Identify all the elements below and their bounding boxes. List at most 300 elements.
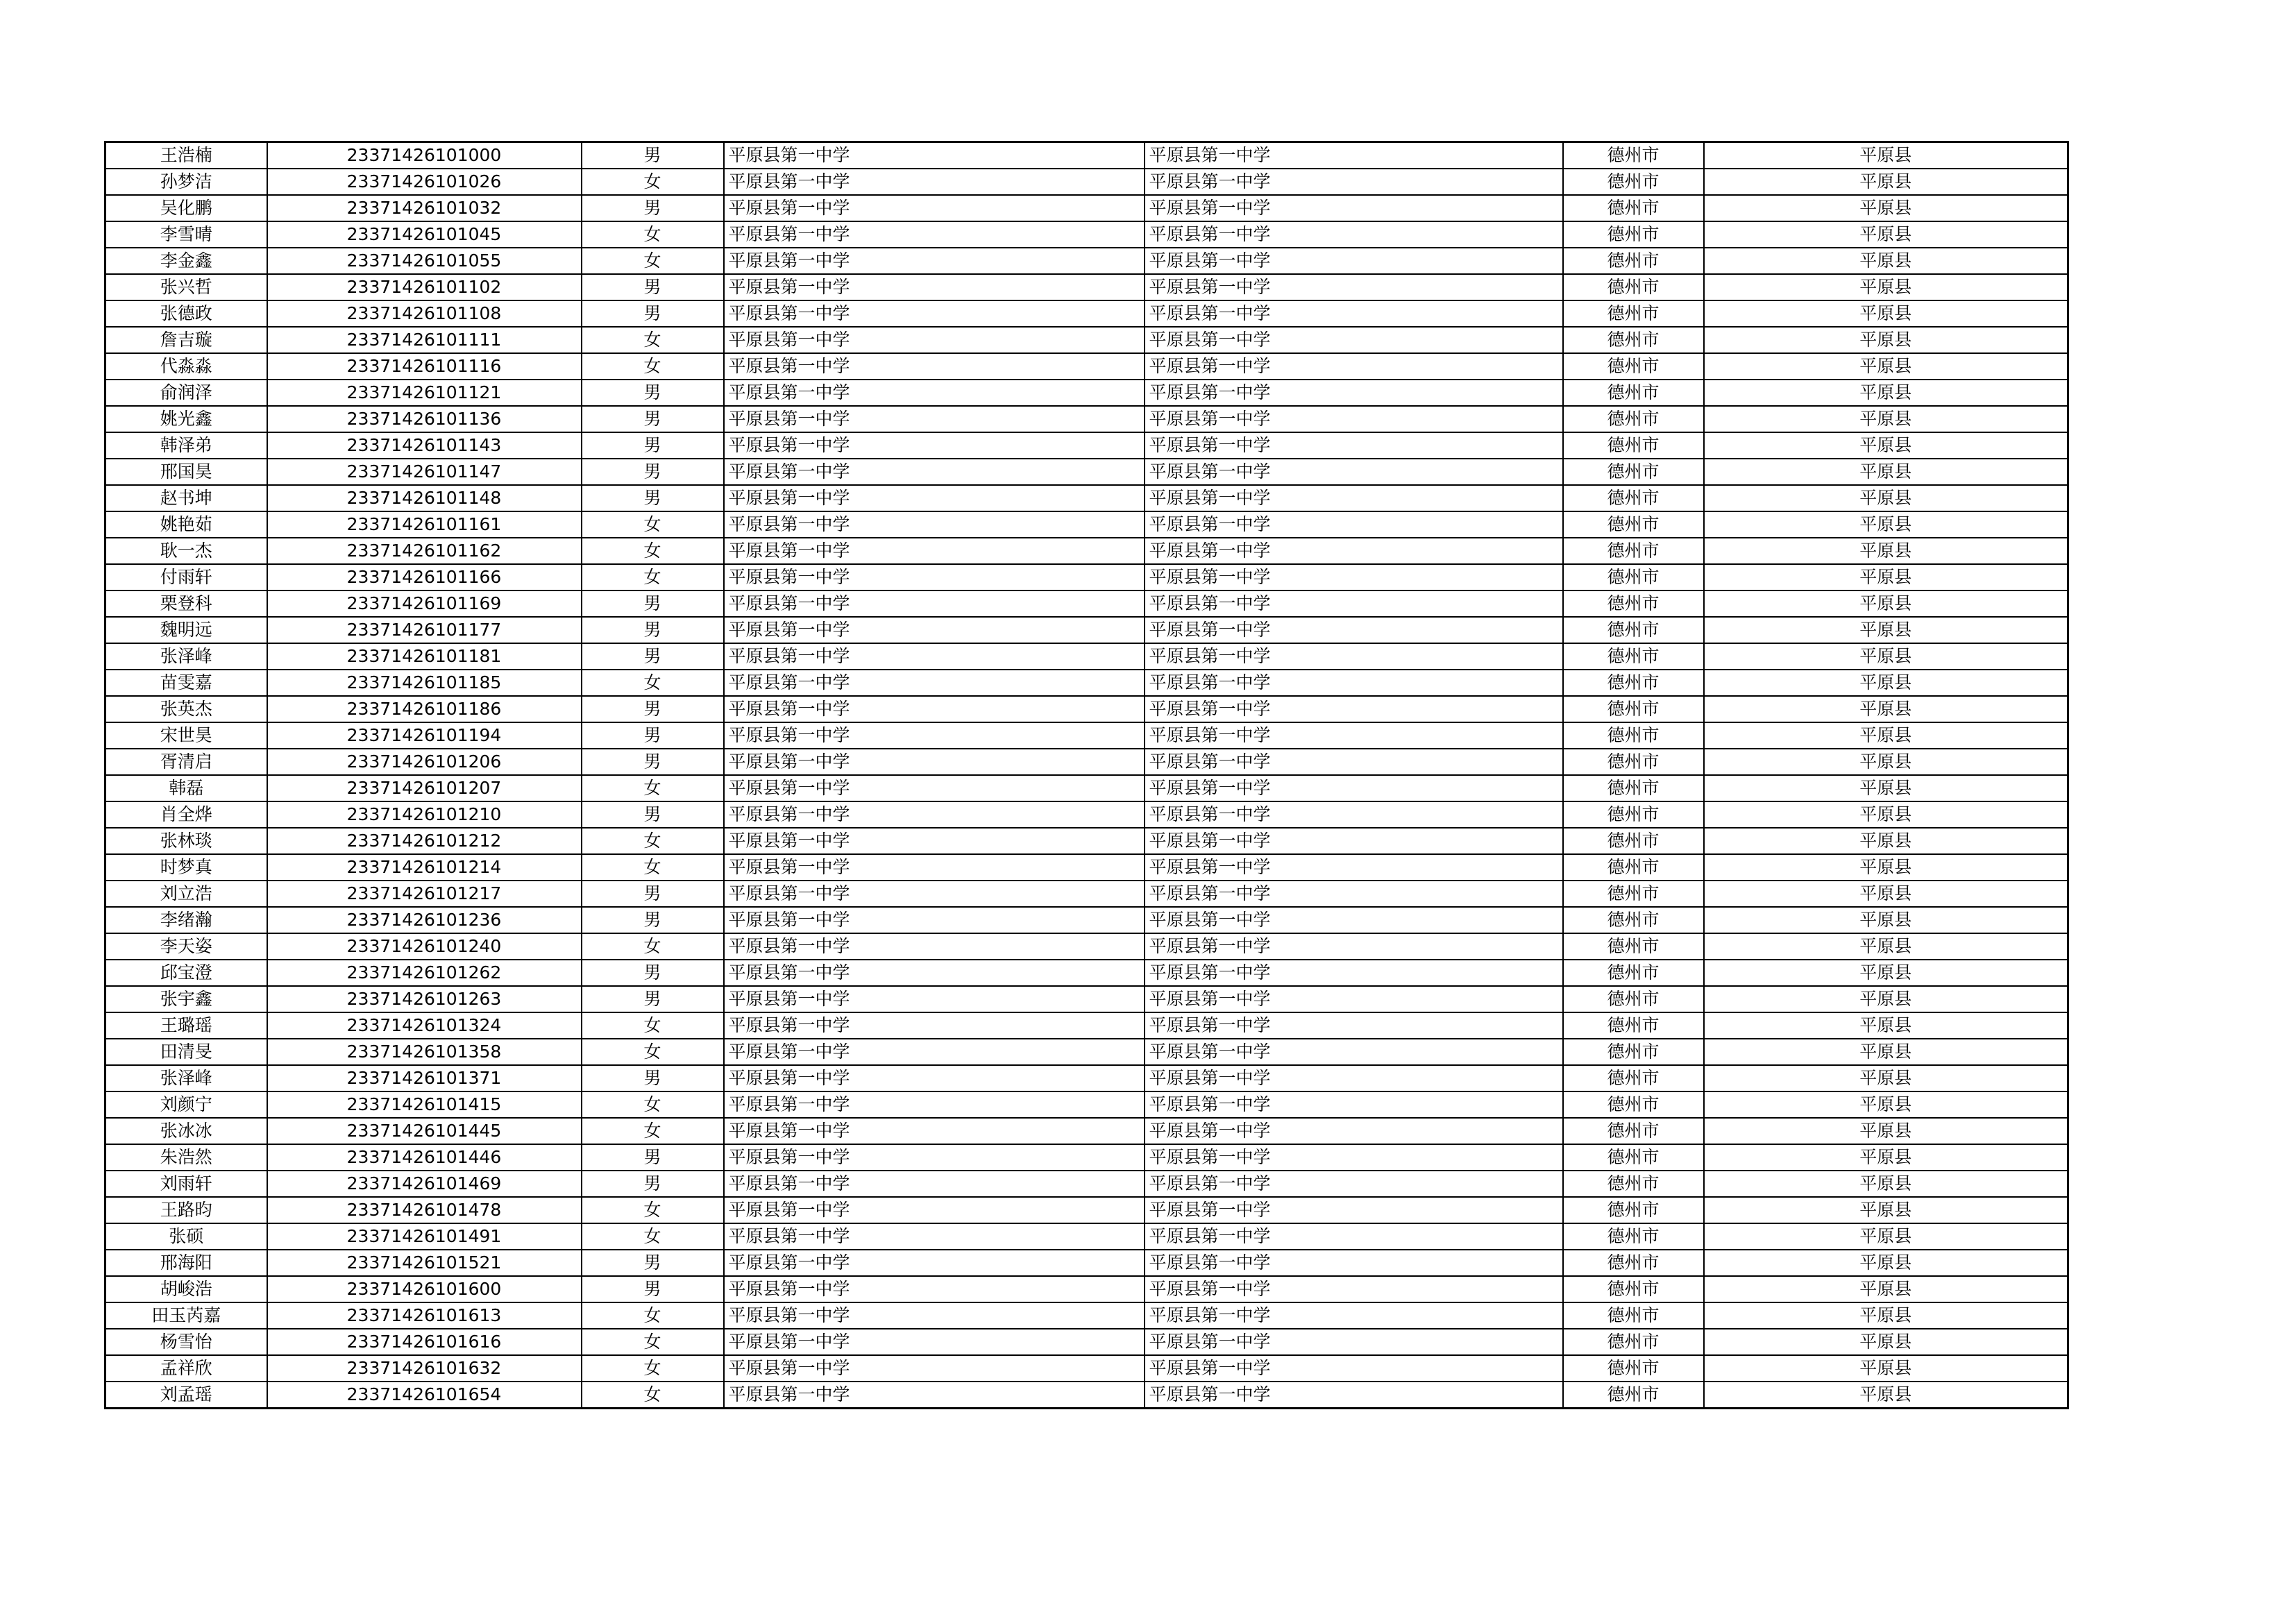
county-cell: 平原县 (1704, 1171, 2068, 1197)
exam-site-cell: 平原县第一中学 (1145, 854, 1563, 881)
school-cell: 平原县第一中学 (724, 485, 1145, 511)
exam-id-cell: 23371426101236 (267, 907, 582, 933)
exam-id-cell: 23371426101415 (267, 1091, 582, 1118)
city-cell: 德州市 (1563, 1329, 1704, 1355)
exam-id-cell: 23371426101032 (267, 195, 582, 221)
exam-id-cell: 23371426101121 (267, 380, 582, 406)
city-cell: 德州市 (1563, 617, 1704, 643)
exam-site-cell: 平原县第一中学 (1145, 617, 1563, 643)
exam-id-cell: 23371426101026 (267, 169, 582, 195)
county-cell: 平原县 (1704, 406, 2068, 432)
exam-id-cell: 23371426101162 (267, 538, 582, 564)
gender-cell: 男 (582, 617, 724, 643)
school-cell: 平原县第一中学 (724, 775, 1145, 801)
county-cell: 平原县 (1704, 854, 2068, 881)
county-cell: 平原县 (1704, 643, 2068, 670)
gender-cell: 女 (582, 1223, 724, 1250)
school-cell: 平原县第一中学 (724, 1197, 1145, 1223)
city-cell: 德州市 (1563, 986, 1704, 1012)
city-cell: 德州市 (1563, 960, 1704, 986)
exam-id-cell: 23371426101111 (267, 327, 582, 353)
county-cell: 平原县 (1704, 1276, 2068, 1302)
student-name-cell: 付雨轩 (105, 564, 267, 590)
exam-site-cell: 平原县第一中学 (1145, 195, 1563, 221)
city-cell: 德州市 (1563, 1171, 1704, 1197)
gender-cell: 男 (582, 643, 724, 670)
exam-site-cell: 平原县第一中学 (1145, 353, 1563, 380)
exam-site-cell: 平原县第一中学 (1145, 300, 1563, 327)
student-name-cell: 李金鑫 (105, 248, 267, 274)
exam-id-cell: 23371426101324 (267, 1012, 582, 1039)
exam-site-cell: 平原县第一中学 (1145, 696, 1563, 722)
table-row (105, 1065, 2068, 1091)
gender-cell: 女 (582, 1355, 724, 1382)
exam-site-cell: 平原县第一中学 (1145, 775, 1563, 801)
school-cell: 平原县第一中学 (724, 300, 1145, 327)
table-row (105, 1039, 2068, 1065)
gender-cell: 男 (582, 801, 724, 828)
student-name-cell: 张冰冰 (105, 1118, 267, 1144)
gender-cell: 男 (582, 1171, 724, 1197)
county-cell: 平原县 (1704, 907, 2068, 933)
gender-cell: 男 (582, 1144, 724, 1171)
school-cell: 平原县第一中学 (724, 670, 1145, 696)
student-name-cell: 耿一杰 (105, 538, 267, 564)
exam-site-cell: 平原县第一中学 (1145, 1171, 1563, 1197)
school-cell: 平原县第一中学 (724, 221, 1145, 248)
gender-cell: 男 (582, 1276, 724, 1302)
county-cell: 平原县 (1704, 801, 2068, 828)
exam-site-cell: 平原县第一中学 (1145, 274, 1563, 300)
gender-cell: 男 (582, 590, 724, 617)
school-cell: 平原县第一中学 (724, 1329, 1145, 1355)
exam-id-cell: 23371426101045 (267, 221, 582, 248)
table-row (105, 801, 2068, 828)
student-name-cell: 胥清启 (105, 749, 267, 775)
county-cell: 平原县 (1704, 274, 2068, 300)
student-name-cell: 李天姿 (105, 933, 267, 960)
exam-id-cell: 23371426101206 (267, 749, 582, 775)
exam-site-cell: 平原县第一中学 (1145, 1144, 1563, 1171)
exam-id-cell: 23371426101263 (267, 986, 582, 1012)
gender-cell: 男 (582, 986, 724, 1012)
gender-cell: 女 (582, 353, 724, 380)
city-cell: 德州市 (1563, 142, 1704, 169)
table-row (105, 1250, 2068, 1276)
school-cell: 平原县第一中学 (724, 142, 1145, 169)
student-name-cell: 吴化鹏 (105, 195, 267, 221)
roster-table (104, 141, 2069, 1409)
school-cell: 平原县第一中学 (724, 1355, 1145, 1382)
school-cell: 平原县第一中学 (724, 1065, 1145, 1091)
exam-site-cell: 平原县第一中学 (1145, 169, 1563, 195)
table-row (105, 722, 2068, 749)
school-cell: 平原县第一中学 (724, 960, 1145, 986)
table-row (105, 1276, 2068, 1302)
exam-site-cell: 平原县第一中学 (1145, 986, 1563, 1012)
table-row (105, 195, 2068, 221)
gender-cell: 男 (582, 195, 724, 221)
student-name-cell: 张兴哲 (105, 274, 267, 300)
table-row (105, 406, 2068, 432)
student-name-cell: 张德政 (105, 300, 267, 327)
table-row (105, 1012, 2068, 1039)
gender-cell: 男 (582, 749, 724, 775)
school-cell: 平原县第一中学 (724, 801, 1145, 828)
table-row (105, 353, 2068, 380)
student-name-cell: 张林琰 (105, 828, 267, 854)
gender-cell: 女 (582, 933, 724, 960)
exam-id-cell: 23371426101177 (267, 617, 582, 643)
school-cell: 平原县第一中学 (724, 907, 1145, 933)
school-cell: 平原县第一中学 (724, 1250, 1145, 1276)
student-name-cell: 栗登科 (105, 590, 267, 617)
exam-site-cell: 平原县第一中学 (1145, 248, 1563, 274)
exam-site-cell: 平原县第一中学 (1145, 221, 1563, 248)
student-name-cell: 邢国昊 (105, 459, 267, 485)
city-cell: 德州市 (1563, 1250, 1704, 1276)
exam-site-cell: 平原县第一中学 (1145, 670, 1563, 696)
school-cell: 平原县第一中学 (724, 406, 1145, 432)
city-cell: 德州市 (1563, 300, 1704, 327)
table-row (105, 933, 2068, 960)
table-row (105, 142, 2068, 169)
school-cell: 平原县第一中学 (724, 933, 1145, 960)
gender-cell: 女 (582, 1197, 724, 1223)
student-name-cell: 刘雨轩 (105, 1171, 267, 1197)
exam-site-cell: 平原县第一中学 (1145, 1276, 1563, 1302)
exam-site-cell: 平原县第一中学 (1145, 142, 1563, 169)
school-cell: 平原县第一中学 (724, 1012, 1145, 1039)
county-cell: 平原县 (1704, 300, 2068, 327)
exam-id-cell: 23371426101214 (267, 854, 582, 881)
city-cell: 德州市 (1563, 590, 1704, 617)
school-cell: 平原县第一中学 (724, 986, 1145, 1012)
county-cell: 平原县 (1704, 1091, 2068, 1118)
city-cell: 德州市 (1563, 538, 1704, 564)
county-cell: 平原县 (1704, 828, 2068, 854)
student-name-cell: 魏明远 (105, 617, 267, 643)
gender-cell: 男 (582, 722, 724, 749)
exam-id-cell: 23371426101654 (267, 1382, 582, 1409)
county-cell: 平原县 (1704, 1382, 2068, 1409)
student-name-cell: 韩磊 (105, 775, 267, 801)
city-cell: 德州市 (1563, 353, 1704, 380)
exam-site-cell: 平原县第一中学 (1145, 801, 1563, 828)
county-cell: 平原县 (1704, 485, 2068, 511)
gender-cell: 女 (582, 775, 724, 801)
table-row (105, 221, 2068, 248)
city-cell: 德州市 (1563, 380, 1704, 406)
exam-id-cell: 23371426101240 (267, 933, 582, 960)
school-cell: 平原县第一中学 (724, 327, 1145, 353)
county-cell: 平原县 (1704, 1302, 2068, 1329)
student-name-cell: 姚光鑫 (105, 406, 267, 432)
student-name-cell: 杨雪怡 (105, 1329, 267, 1355)
city-cell: 德州市 (1563, 406, 1704, 432)
gender-cell: 男 (582, 960, 724, 986)
table-row (105, 327, 2068, 353)
city-cell: 德州市 (1563, 459, 1704, 485)
city-cell: 德州市 (1563, 1012, 1704, 1039)
gender-cell: 女 (582, 564, 724, 590)
table-row (105, 775, 2068, 801)
exam-site-cell: 平原县第一中学 (1145, 1250, 1563, 1276)
exam-site-cell: 平原县第一中学 (1145, 1302, 1563, 1329)
exam-site-cell: 平原县第一中学 (1145, 881, 1563, 907)
school-cell: 平原县第一中学 (724, 1223, 1145, 1250)
exam-id-cell: 23371426101616 (267, 1329, 582, 1355)
gender-cell: 男 (582, 485, 724, 511)
county-cell: 平原县 (1704, 590, 2068, 617)
school-cell: 平原县第一中学 (724, 854, 1145, 881)
county-cell: 平原县 (1704, 327, 2068, 353)
exam-site-cell: 平原县第一中学 (1145, 1012, 1563, 1039)
county-cell: 平原县 (1704, 1197, 2068, 1223)
exam-id-cell: 23371426101600 (267, 1276, 582, 1302)
city-cell: 德州市 (1563, 432, 1704, 459)
gender-cell: 女 (582, 511, 724, 538)
school-cell: 平原县第一中学 (724, 274, 1145, 300)
exam-id-cell: 23371426101102 (267, 274, 582, 300)
exam-id-cell: 23371426101166 (267, 564, 582, 590)
student-name-cell: 孙梦洁 (105, 169, 267, 195)
school-cell: 平原县第一中学 (724, 564, 1145, 590)
student-name-cell: 韩泽弟 (105, 432, 267, 459)
student-name-cell: 赵书坤 (105, 485, 267, 511)
exam-id-cell: 23371426101207 (267, 775, 582, 801)
student-name-cell: 邱宝澄 (105, 960, 267, 986)
table-row (105, 459, 2068, 485)
exam-site-cell: 平原县第一中学 (1145, 1223, 1563, 1250)
city-cell: 德州市 (1563, 1223, 1704, 1250)
school-cell: 平原县第一中学 (724, 1276, 1145, 1302)
student-name-cell: 张硕 (105, 1223, 267, 1250)
student-name-cell: 王路昀 (105, 1197, 267, 1223)
exam-id-cell: 23371426101148 (267, 485, 582, 511)
student-name-cell: 苗雯嘉 (105, 670, 267, 696)
school-cell: 平原县第一中学 (724, 1171, 1145, 1197)
gender-cell: 男 (582, 459, 724, 485)
county-cell: 平原县 (1704, 1012, 2068, 1039)
student-name-cell: 张英杰 (105, 696, 267, 722)
exam-id-cell: 23371426101358 (267, 1039, 582, 1065)
table-row (105, 511, 2068, 538)
student-name-cell: 詹吉璇 (105, 327, 267, 353)
gender-cell: 女 (582, 1039, 724, 1065)
gender-cell: 女 (582, 221, 724, 248)
student-name-cell: 肖全烨 (105, 801, 267, 828)
county-cell: 平原县 (1704, 749, 2068, 775)
exam-site-cell: 平原县第一中学 (1145, 960, 1563, 986)
city-cell: 德州市 (1563, 643, 1704, 670)
exam-site-cell: 平原县第一中学 (1145, 485, 1563, 511)
gender-cell: 男 (582, 274, 724, 300)
student-name-cell: 姚艳茹 (105, 511, 267, 538)
exam-site-cell: 平原县第一中学 (1145, 327, 1563, 353)
school-cell: 平原县第一中学 (724, 380, 1145, 406)
gender-cell: 男 (582, 300, 724, 327)
exam-site-cell: 平原县第一中学 (1145, 459, 1563, 485)
exam-site-cell: 平原县第一中学 (1145, 538, 1563, 564)
city-cell: 德州市 (1563, 1355, 1704, 1382)
student-name-cell: 朱浩然 (105, 1144, 267, 1171)
county-cell: 平原县 (1704, 1039, 2068, 1065)
exam-site-cell: 平原县第一中学 (1145, 933, 1563, 960)
table-row (105, 1223, 2068, 1250)
table-row (105, 828, 2068, 854)
student-name-cell: 李雪晴 (105, 221, 267, 248)
city-cell: 德州市 (1563, 775, 1704, 801)
city-cell: 德州市 (1563, 907, 1704, 933)
county-cell: 平原县 (1704, 933, 2068, 960)
student-name-cell: 代淼淼 (105, 353, 267, 380)
county-cell: 平原县 (1704, 169, 2068, 195)
exam-site-cell: 平原县第一中学 (1145, 590, 1563, 617)
exam-id-cell: 23371426101161 (267, 511, 582, 538)
county-cell: 平原县 (1704, 459, 2068, 485)
city-cell: 德州市 (1563, 1382, 1704, 1409)
exam-id-cell: 23371426101143 (267, 432, 582, 459)
city-cell: 德州市 (1563, 696, 1704, 722)
exam-id-cell: 23371426101194 (267, 722, 582, 749)
city-cell: 德州市 (1563, 828, 1704, 854)
school-cell: 平原县第一中学 (724, 248, 1145, 274)
roster-table-body (105, 142, 2068, 1409)
student-name-cell: 宋世昊 (105, 722, 267, 749)
county-cell: 平原县 (1704, 670, 2068, 696)
city-cell: 德州市 (1563, 933, 1704, 960)
table-row (105, 1091, 2068, 1118)
exam-site-cell: 平原县第一中学 (1145, 1382, 1563, 1409)
student-name-cell: 刘颜宁 (105, 1091, 267, 1118)
school-cell: 平原县第一中学 (724, 881, 1145, 907)
city-cell: 德州市 (1563, 485, 1704, 511)
gender-cell: 男 (582, 432, 724, 459)
exam-site-cell: 平原县第一中学 (1145, 1039, 1563, 1065)
exam-id-cell: 23371426101632 (267, 1355, 582, 1382)
exam-site-cell: 平原县第一中学 (1145, 1197, 1563, 1223)
city-cell: 德州市 (1563, 221, 1704, 248)
table-row (105, 643, 2068, 670)
exam-id-cell: 23371426101186 (267, 696, 582, 722)
table-row (105, 1171, 2068, 1197)
county-cell: 平原县 (1704, 564, 2068, 590)
gender-cell: 女 (582, 248, 724, 274)
city-cell: 德州市 (1563, 881, 1704, 907)
table-row (105, 749, 2068, 775)
student-name-cell: 刘立浩 (105, 881, 267, 907)
gender-cell: 女 (582, 1118, 724, 1144)
county-cell: 平原县 (1704, 986, 2068, 1012)
gender-cell: 女 (582, 828, 724, 854)
county-cell: 平原县 (1704, 142, 2068, 169)
city-cell: 德州市 (1563, 511, 1704, 538)
exam-id-cell: 23371426101185 (267, 670, 582, 696)
gender-cell: 男 (582, 142, 724, 169)
exam-id-cell: 23371426101210 (267, 801, 582, 828)
county-cell: 平原县 (1704, 1118, 2068, 1144)
table-row (105, 1144, 2068, 1171)
county-cell: 平原县 (1704, 353, 2068, 380)
county-cell: 平原县 (1704, 221, 2068, 248)
county-cell: 平原县 (1704, 1355, 2068, 1382)
gender-cell: 男 (582, 907, 724, 933)
county-cell: 平原县 (1704, 1250, 2068, 1276)
city-cell: 德州市 (1563, 1302, 1704, 1329)
exam-site-cell: 平原县第一中学 (1145, 380, 1563, 406)
exam-id-cell: 23371426101469 (267, 1171, 582, 1197)
student-name-cell: 时梦真 (105, 854, 267, 881)
county-cell: 平原县 (1704, 538, 2068, 564)
school-cell: 平原县第一中学 (724, 1382, 1145, 1409)
exam-site-cell: 平原县第一中学 (1145, 511, 1563, 538)
exam-site-cell: 平原县第一中学 (1145, 643, 1563, 670)
exam-id-cell: 23371426101445 (267, 1118, 582, 1144)
gender-cell: 男 (582, 406, 724, 432)
table-row (105, 380, 2068, 406)
school-cell: 平原县第一中学 (724, 353, 1145, 380)
table-row (105, 432, 2068, 459)
gender-cell: 女 (582, 1382, 724, 1409)
student-name-cell: 田玉芮嘉 (105, 1302, 267, 1329)
exam-id-cell: 23371426101446 (267, 1144, 582, 1171)
exam-site-cell: 平原县第一中学 (1145, 1355, 1563, 1382)
school-cell: 平原县第一中学 (724, 643, 1145, 670)
table-row (105, 564, 2068, 590)
city-cell: 德州市 (1563, 1118, 1704, 1144)
exam-site-cell: 平原县第一中学 (1145, 1329, 1563, 1355)
exam-site-cell: 平原县第一中学 (1145, 828, 1563, 854)
student-name-cell: 张泽峰 (105, 643, 267, 670)
exam-id-cell: 23371426101521 (267, 1250, 582, 1276)
city-cell: 德州市 (1563, 564, 1704, 590)
school-cell: 平原县第一中学 (724, 1091, 1145, 1118)
exam-site-cell: 平原县第一中学 (1145, 432, 1563, 459)
school-cell: 平原县第一中学 (724, 828, 1145, 854)
gender-cell: 女 (582, 1012, 724, 1039)
school-cell: 平原县第一中学 (724, 1118, 1145, 1144)
gender-cell: 男 (582, 1065, 724, 1091)
table-row (105, 1355, 2068, 1382)
school-cell: 平原县第一中学 (724, 722, 1145, 749)
city-cell: 德州市 (1563, 670, 1704, 696)
school-cell: 平原县第一中学 (724, 169, 1145, 195)
table-row (105, 986, 2068, 1012)
student-name-cell: 田清旻 (105, 1039, 267, 1065)
table-row (105, 907, 2068, 933)
gender-cell: 女 (582, 169, 724, 195)
county-cell: 平原县 (1704, 1329, 2068, 1355)
school-cell: 平原县第一中学 (724, 1039, 1145, 1065)
exam-id-cell: 23371426101181 (267, 643, 582, 670)
table-row (105, 1382, 2068, 1409)
county-cell: 平原县 (1704, 1144, 2068, 1171)
exam-id-cell: 23371426101147 (267, 459, 582, 485)
county-cell: 平原县 (1704, 696, 2068, 722)
gender-cell: 男 (582, 881, 724, 907)
gender-cell: 女 (582, 538, 724, 564)
table-row (105, 248, 2068, 274)
exam-id-cell: 23371426101478 (267, 1197, 582, 1223)
exam-id-cell: 23371426101371 (267, 1065, 582, 1091)
city-cell: 德州市 (1563, 722, 1704, 749)
county-cell: 平原县 (1704, 380, 2068, 406)
student-name-cell: 张宇鑫 (105, 986, 267, 1012)
student-name-cell: 王璐瑶 (105, 1012, 267, 1039)
school-cell: 平原县第一中学 (724, 1302, 1145, 1329)
school-cell: 平原县第一中学 (724, 749, 1145, 775)
